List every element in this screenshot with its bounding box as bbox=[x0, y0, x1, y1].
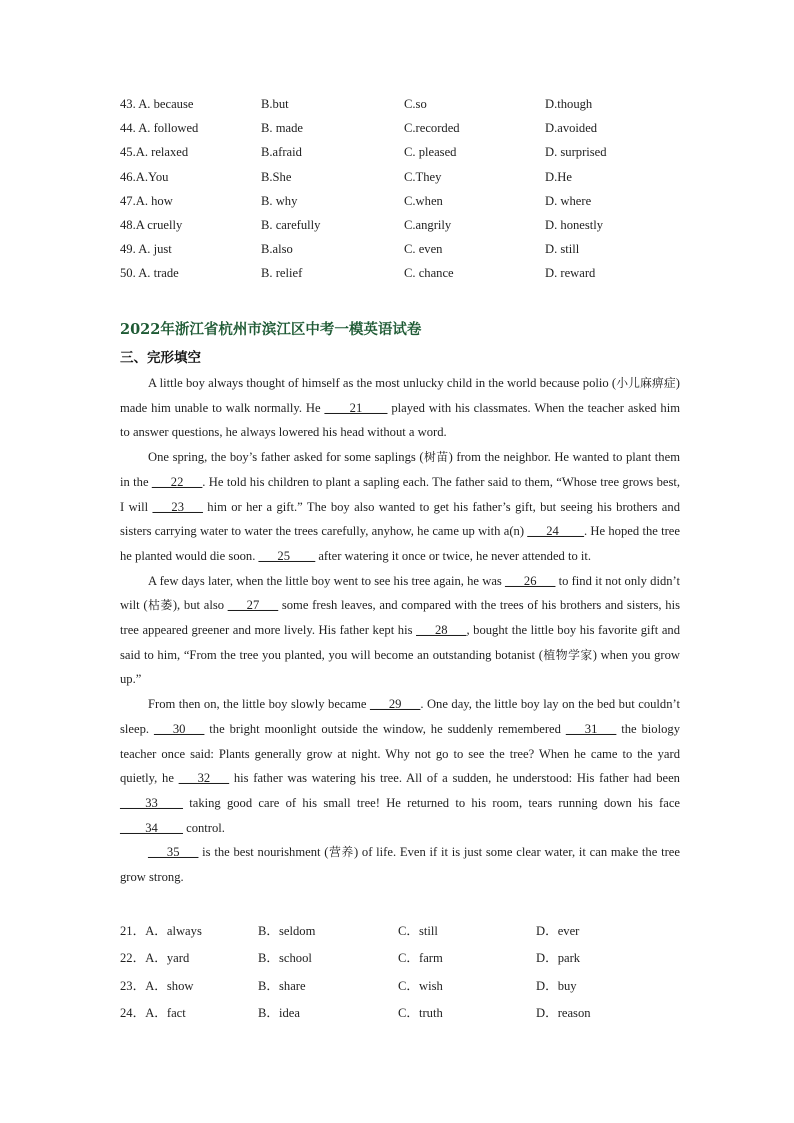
option-d: D. where bbox=[545, 193, 592, 208]
blank-28: ___28___ bbox=[416, 623, 467, 638]
blank-27: ___27___ bbox=[227, 598, 279, 613]
blank-30: ___30___ bbox=[153, 721, 205, 736]
option-row-48 bbox=[120, 213, 680, 237]
option-row-50 bbox=[120, 261, 680, 285]
option-d: D.avoided bbox=[545, 121, 598, 136]
option-a: 48.A cruelly bbox=[120, 217, 183, 232]
option-row-45 bbox=[120, 140, 680, 164]
blank-33: ____33____ bbox=[120, 795, 183, 810]
option-d: D. reward bbox=[545, 266, 596, 281]
cloze-passage bbox=[120, 371, 680, 890]
option-b: B. carefully bbox=[261, 217, 321, 232]
option-a: 21．A．always bbox=[120, 924, 202, 938]
option-b: B．seldom bbox=[258, 924, 316, 938]
option-c: C.They bbox=[404, 169, 442, 184]
blank-26: ___26___ bbox=[505, 573, 556, 588]
option-c: C. chance bbox=[404, 266, 454, 281]
passage-paragraph-4: From then on, the little boy slowly became ___29___. One day, the little boy lay on the bed but couldn’t sleep. ___30___ the bright moonlight outside the window, he suddenly remembered ___31___ the biology teacher once said: Plants generally grow at night. Why not go to see the tree? When he came to the yard quietly, he ___32___ his father was watering his tree. All of a sudden, he understood: His father had been ____33____ taking good care of his small tree! He returned to his room, tears running down his face ____34____ control. bbox=[120, 697, 680, 835]
option-a: 49. A. just bbox=[120, 242, 172, 257]
option-b: B. made bbox=[261, 121, 303, 136]
option-row-23 bbox=[120, 973, 680, 1000]
option-c: C. pleased bbox=[404, 145, 457, 160]
blank-29: ___29___ bbox=[369, 697, 421, 712]
option-d: D．ever bbox=[536, 924, 580, 938]
option-d: D. honestly bbox=[545, 217, 604, 232]
option-a: 24．A．fact bbox=[120, 1005, 186, 1020]
option-row-24 bbox=[120, 1000, 680, 1027]
option-a: 47.A. how bbox=[120, 193, 173, 208]
option-a: 23．A．show bbox=[120, 978, 194, 993]
blank-23: ___23___ bbox=[152, 499, 203, 514]
option-row-46 bbox=[120, 165, 680, 189]
option-c: C.angrily bbox=[404, 217, 452, 232]
option-a: 44. A. followed bbox=[120, 121, 199, 136]
option-c: C. even bbox=[404, 242, 443, 257]
option-b: B．share bbox=[258, 978, 306, 993]
option-b: B．school bbox=[258, 951, 312, 966]
option-a: 46.A.You bbox=[120, 169, 169, 184]
option-c: C．truth bbox=[398, 1005, 443, 1020]
option-c: C．still bbox=[398, 924, 438, 938]
blank-25: ___25____ bbox=[258, 548, 316, 563]
option-a: 45.A. relaxed bbox=[120, 145, 189, 160]
option-d: D. still bbox=[545, 242, 580, 257]
blank-22: ___22___ bbox=[151, 474, 203, 489]
passage-paragraph-3: A few days later, when the little boy went to see his tree again, he was ___26___ to find it not only didn’t wilt (枯萎), but also ___27___ some fresh leaves, and compared with the trees of his brothers and sisters, his tree appeared greener and more lively. His father kept his ___28___, bought the little boy his favorite gift and said to him, “From the tree you planted, you will become an outstanding botanist (植物学家) when you grow up.” bbox=[120, 573, 680, 687]
passage-paragraph-5: ___35___ is the best nourishment (营养) of life. Even if it is just some clear water, it can make the tree grow strong. bbox=[120, 845, 680, 885]
option-c: C.when bbox=[404, 193, 443, 208]
option-b: B．idea bbox=[258, 1005, 300, 1020]
option-d: D.though bbox=[545, 97, 593, 111]
option-c: C.recorded bbox=[404, 121, 460, 136]
chinese-gloss: 营养 bbox=[328, 845, 354, 860]
chinese-gloss: 枯萎 bbox=[147, 598, 173, 613]
option-d: D．buy bbox=[536, 978, 577, 993]
option-b: B.but bbox=[261, 97, 289, 111]
option-c: C.so bbox=[404, 97, 427, 111]
option-a: 22．A．yard bbox=[120, 951, 190, 966]
option-b: B. relief bbox=[261, 266, 303, 281]
option-d: D.He bbox=[545, 169, 572, 184]
option-row-47 bbox=[120, 189, 680, 213]
option-c: C．wish bbox=[398, 978, 443, 993]
option-row-21 bbox=[120, 918, 680, 945]
blank-31: ___31___ bbox=[565, 721, 617, 736]
options-block-43-50 bbox=[120, 92, 680, 286]
chinese-gloss: 小儿麻痹症 bbox=[616, 376, 676, 390]
option-d: D．park bbox=[536, 951, 581, 966]
blank-32: ___32___ bbox=[178, 771, 230, 786]
passage-paragraph-2: One spring, the boy’s father asked for some saplings (树苗) from the neighbor. He wanted to plant them in the ___22___. He told his children to plant a sapling each. The father said to them, “Whose tree grows best, I will ___23___ him or her a gift.” The boy also wanted to get his father’s gift, but seeing his brothers and sisters carrying water to water the trees carefully, anyhow, he came up with a(n) ___24____. He hoped the tree he planted would die soon. ___25____ after watering it once or twice, he never attended to it. bbox=[120, 450, 681, 563]
chinese-gloss: 树苗 bbox=[423, 450, 449, 465]
chinese-gloss: 植物学家 bbox=[542, 647, 593, 662]
blank-21: ____21____ bbox=[324, 400, 388, 415]
option-d: D．reason bbox=[536, 1005, 591, 1020]
blank-35: ___35___ bbox=[148, 845, 199, 860]
blank-24: ___24____ bbox=[527, 524, 584, 539]
option-row-49 bbox=[120, 237, 680, 261]
section-title: 三、完形填空 bbox=[120, 350, 201, 366]
option-row-44 bbox=[120, 116, 680, 140]
option-b: B.also bbox=[261, 242, 293, 257]
option-a: 43. A. because bbox=[120, 97, 194, 111]
blank-34: ____34____ bbox=[120, 820, 183, 835]
options-block-21-24 bbox=[120, 918, 680, 1027]
passage-paragraph-1: A little boy always thought of himself as the most unlucky child in the world because polio (小儿麻痹症) made him unable to walk normally. He ____21____ played with his classmates. When the teacher asked him to answer questions, he always lowered his head without a word. bbox=[120, 376, 680, 440]
option-d: D. surprised bbox=[545, 145, 607, 160]
option-row-22 bbox=[120, 945, 680, 972]
exam-title: 2022年浙江省杭州市滨江区中考一模英语试卷 bbox=[120, 321, 422, 338]
option-b: B.afraid bbox=[261, 145, 302, 160]
option-b: B. why bbox=[261, 193, 298, 208]
option-row-43 bbox=[120, 92, 680, 116]
option-b: B.She bbox=[261, 169, 292, 184]
option-c: C．farm bbox=[398, 951, 443, 966]
option-a: 50. A. trade bbox=[120, 266, 179, 281]
